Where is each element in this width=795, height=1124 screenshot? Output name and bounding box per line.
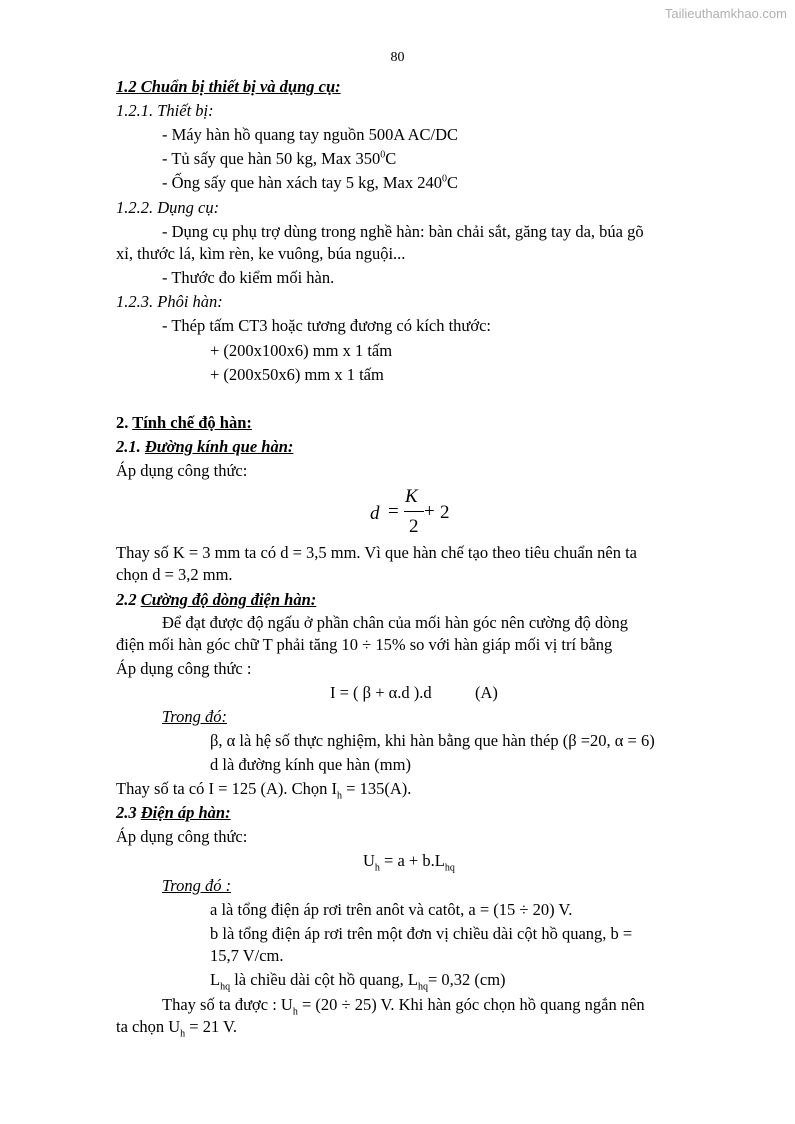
equipment-item: - Ống sấy que hàn xách tay 5 kg, Max $240^0C$ — [162, 173, 458, 192]
voltage-conclusion: ta chọn $U_h = 21$ V. — [116, 1017, 237, 1040]
formula-constant: 2 — [440, 502, 450, 523]
current-paragraph: Để đạt được độ ngấu ở phần chân của mối hàn góc nên cường độ dòng — [162, 613, 629, 632]
current-formula-unit: (A) — [475, 683, 498, 702]
workpiece-item: + (200x50x6) mm x 1 tấm — [210, 365, 384, 384]
workpiece-text: - Thép tấm CT3 hoặc tương đương có kích thước: — [162, 316, 492, 335]
diameter-text: Thay số K = 3 mm ta có d = 3,5 mm. Vì que hàn chế tạo theo tiêu chuẩn nên ta — [116, 543, 637, 562]
formula-equals: = — [388, 501, 399, 522]
page-number: 80 — [390, 50, 405, 65]
formula-intro: Áp dụng công thức: — [116, 827, 248, 846]
where-item: b là tổng điện áp rơi trên một đơn vị chiều dài cột hồ quang, b = — [210, 924, 633, 943]
where-item: β, α là hệ số thực nghiệm, khi hàn bằng que hàn thép (β =20, α = 6) — [210, 731, 655, 750]
section-2-title: 2. Tính chế độ hàn: — [116, 413, 252, 432]
section-2-1-title: 2.1. Đường kính que hàn: — [116, 437, 294, 456]
where-item: 15,7 V/cm. — [210, 946, 284, 965]
section-1-2-title: 1.2 Chuẩn bị thiết bị và dụng cụ: — [116, 77, 341, 96]
heading-thiet-bi: 1.2.1. Thiết bị: — [116, 101, 214, 120]
formula-denominator: 2 — [409, 516, 419, 537]
where-label: Trong đó: — [162, 707, 227, 726]
tools-text: xỉ, thước lá, kìm rèn, ke vuông, búa nguội... — [116, 244, 406, 263]
formula-intro: Áp dụng công thức: — [116, 461, 248, 480]
section-2-3-title: 2.3 Điện áp hàn: — [116, 803, 231, 822]
current-formula: I = ( β + α.d ).d — [330, 683, 432, 702]
voltage-formula: $U_h = a + b.L_{hq}$ — [363, 851, 455, 874]
section-2-2-title: 2.2 Cường độ dòng điện hàn: — [116, 590, 317, 609]
where-label: Trong đó : — [162, 876, 232, 895]
where-item: d là đường kính que hàn (mm) — [210, 755, 411, 774]
formula-lhs: d — [370, 503, 380, 524]
where-item: a là tổng điện áp rơi trên anôt và catôt, a = (15 ÷ 20) V. — [210, 900, 573, 919]
current-result: Thay số ta có I = 125 (A). Chọn $I_h = 135(A)$. — [116, 779, 412, 802]
tools-text: - Dụng cụ phụ trợ dùng trong nghề hàn: bàn chải sắt, găng tay da, búa gõ — [162, 222, 644, 241]
heading-phoi-han: 1.2.3. Phôi hàn: — [116, 292, 223, 311]
formula-plus: + — [424, 501, 435, 522]
fraction-bar — [404, 511, 424, 512]
formula-numerator: K — [405, 486, 418, 507]
voltage-conclusion: Thay số ta được : $U_h = (20 \div 25)$ V. Khi hàn góc chọn hồ quang ngắn nên — [162, 995, 645, 1018]
formula-intro: Áp dụng công thức : — [116, 659, 252, 678]
equipment-item: - Máy hàn hồ quang tay nguồn 500A AC/DC — [162, 125, 459, 144]
diameter-text: chọn d = 3,2 mm. — [116, 565, 233, 584]
tools-text: - Thước đo kiểm mối hàn. — [162, 268, 335, 287]
equipment-item: - Tủ sấy que hàn 50 kg, Max $350^0C$ — [162, 149, 397, 168]
watermark: Tailieuthamkhao.com — [664, 6, 787, 21]
diameter-formula — [368, 486, 468, 544]
where-item: $L_{hq}$ là chiều dài cột hồ quang, $L_{hq}= 0,32$ (cm) — [210, 970, 506, 993]
heading-dung-cu: 1.2.2. Dụng cụ: — [116, 198, 220, 217]
current-paragraph: điện mối hàn góc chữ T phải tăng 10 ÷ 15% so với hàn giáp mối vị trí bằng — [116, 635, 613, 654]
workpiece-item: + (200x100x6) mm x 1 tấm — [210, 341, 393, 360]
